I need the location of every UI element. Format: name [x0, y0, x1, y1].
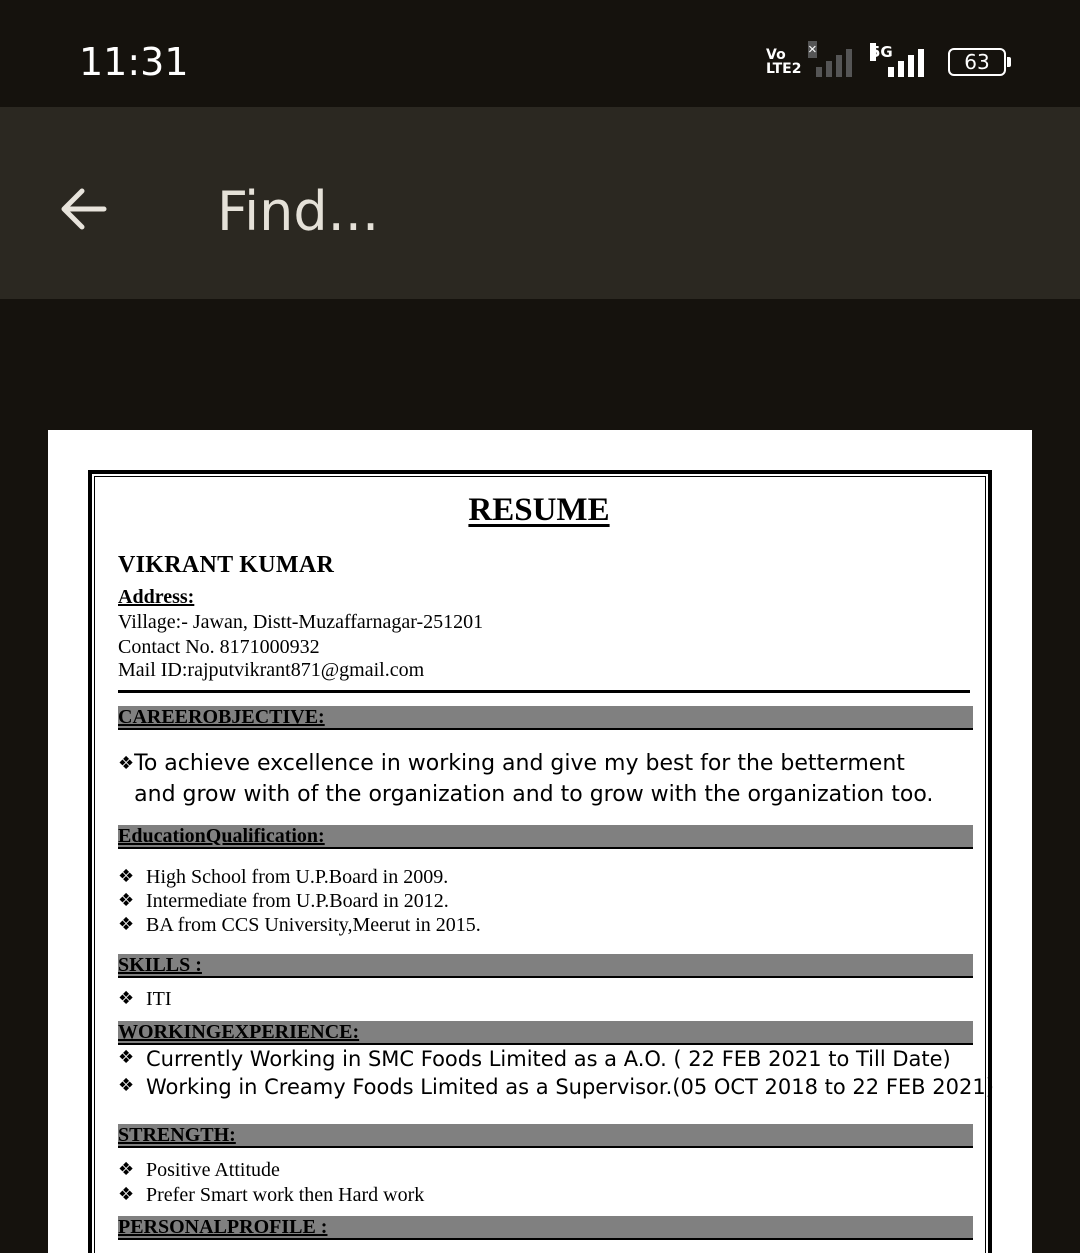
contact-number: Contact No. 8171000932	[118, 636, 320, 658]
bullet-icon: ❖	[118, 914, 135, 935]
battery-icon: 63	[948, 48, 1006, 76]
bullet-icon: ❖	[118, 1184, 135, 1205]
section-personal-profile: PERSONALPROFILE :	[118, 1216, 973, 1240]
mail-id: Mail ID:rajputvikrant871@gmail.com	[118, 659, 425, 681]
signal-sim1-icon	[808, 41, 852, 77]
status-time: 11:31	[79, 40, 189, 84]
bullet-icon: ❖	[118, 1047, 135, 1068]
candidate-name: VIKRANT KUMAR	[118, 552, 335, 578]
back-arrow-icon[interactable]	[54, 179, 114, 239]
volte-icon: Vo LTE2	[766, 47, 802, 77]
divider	[118, 690, 970, 693]
section-education: EducationQualification:	[118, 825, 973, 849]
no-signal-x-icon: ×	[808, 41, 817, 58]
find-input[interactable]	[217, 171, 1017, 251]
list-item: ❖ Working in Creamy Foods Limited as a Supervisor.(05 OCT 2018 to 22 FEB 2021)	[118, 1075, 994, 1099]
list-item: ❖ Intermediate from U.P.Board in 2012.	[118, 890, 449, 912]
resume-content	[48, 430, 1032, 1253]
list-item: ❖ Prefer Smart work then Hard work	[118, 1184, 425, 1206]
bullet-icon: ❖	[118, 890, 135, 911]
bullet-icon: ❖	[118, 1075, 135, 1096]
section-working-experience: WORKINGEXPERIENCE:	[118, 1021, 973, 1045]
bullet-icon: ❖	[118, 866, 135, 887]
status-bar	[0, 0, 1080, 107]
list-item: ❖ Currently Working in SMC Foods Limited as a A.O. ( 22 FEB 2021 to Till Date)	[118, 1047, 951, 1071]
address-village: Village:- Jawan, Distt-Muzaffarnagar-251201	[118, 611, 484, 633]
bullet-icon: ❖	[118, 753, 135, 774]
address-label: Address:	[118, 586, 195, 608]
list-item: ❖ ITI	[118, 988, 172, 1010]
list-item: ❖ High School from U.P.Board in 2009.	[118, 866, 449, 888]
network-type: 5G	[870, 43, 893, 61]
resume-title: RESUME	[468, 492, 610, 528]
document-page	[48, 430, 1032, 1253]
list-item: ❖ BA from CCS University,Meerut in 2015.	[118, 914, 481, 936]
signal-5g-icon	[868, 43, 930, 77]
section-strength: STRENGTH:	[118, 1124, 973, 1148]
bullet-icon: ❖	[118, 1159, 135, 1180]
section-career-objective: CAREEROBJECTIVE:	[118, 706, 973, 730]
find-bar	[0, 107, 1080, 299]
list-item: ❖ To achieve excellence in working and give my best for the betterment and grow with of the organization and to grow with the organization too.	[118, 748, 938, 810]
status-icons	[766, 41, 1006, 80]
list-item: ❖ Positive Attitude	[118, 1159, 280, 1181]
bullet-icon: ❖	[118, 988, 135, 1009]
section-skills: SKILLS :	[118, 954, 973, 978]
